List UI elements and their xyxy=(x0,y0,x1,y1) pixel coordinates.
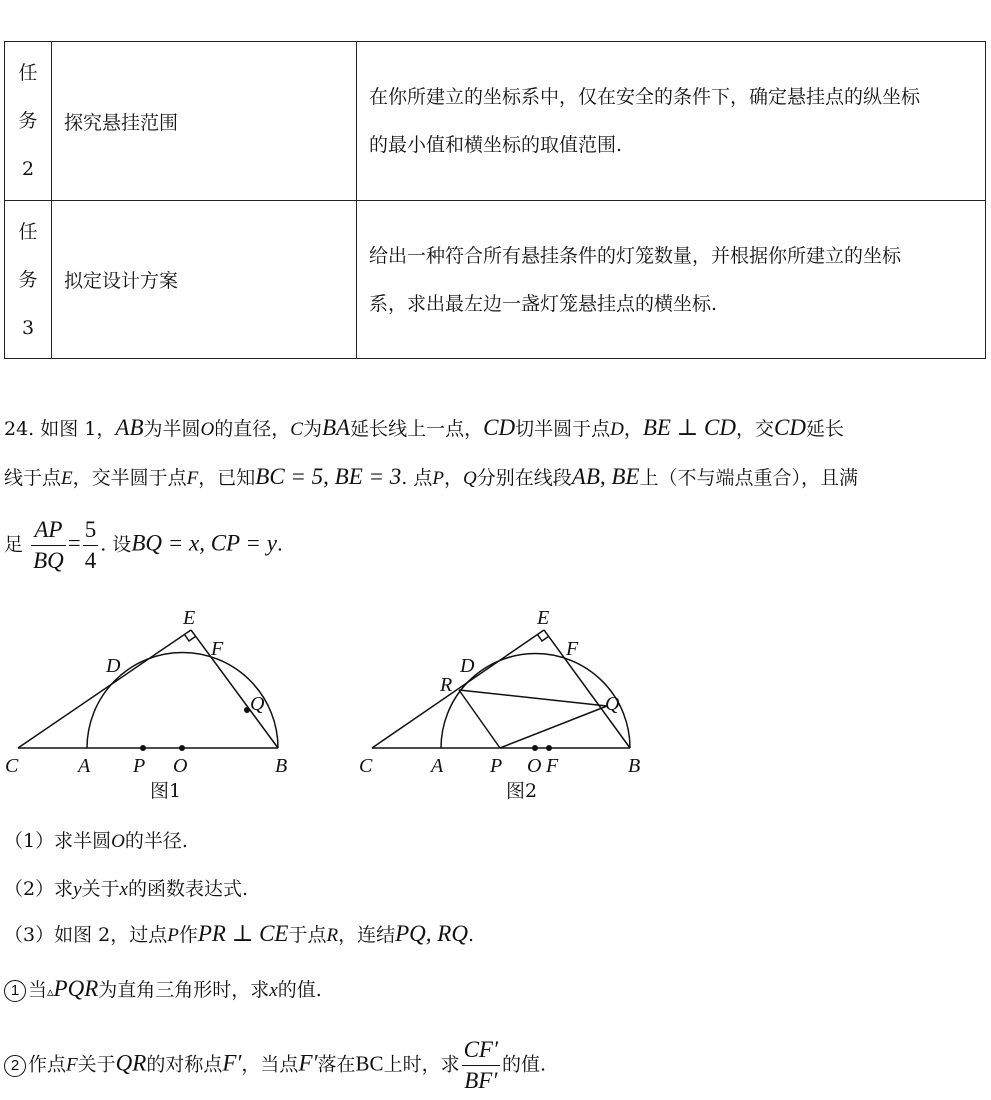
label-b: B xyxy=(275,755,288,777)
label-d: D xyxy=(106,655,121,677)
label-b: B xyxy=(628,755,641,777)
circled-marker: 2 xyxy=(4,1055,26,1077)
task-table xyxy=(4,41,986,359)
triangle-icon: ▵ xyxy=(47,985,54,1000)
task-description: 给出一种符合所有悬挂条件的灯笼数量，并根据你所建立的坐标 系，求出最左边一盏灯笼悬挂点的横坐标. xyxy=(357,201,986,359)
figure-caption: 图2 xyxy=(506,780,538,802)
line-ce xyxy=(372,630,544,748)
figure-2 xyxy=(359,607,640,802)
problem-line-1: 24. 如图 1，AB为半圆O的直径，C为BA延长线上一点，CD切半圆于点D，BE ⊥ CD，交CD延长 xyxy=(4,415,844,440)
label-c: C xyxy=(5,755,19,777)
question-3: （3）如图 2，过点P作PR ⊥ CE于点R，连结PQ, RQ. xyxy=(4,921,474,946)
problem-line-3: 足 $\frac{AP}{BQ}$ = $\frac{5}{4}$ . 设BQ = x, CP = y. xyxy=(4,515,283,576)
right-angle-mark xyxy=(538,635,549,642)
geometry-figures xyxy=(0,600,991,810)
task-label: 任 务 2 xyxy=(5,42,52,201)
fraction-five-fourths: $\frac{5}{4}$ xyxy=(84,517,97,573)
label-f: F xyxy=(566,638,579,660)
label-c: C xyxy=(359,755,373,777)
right-angle-mark xyxy=(185,635,196,642)
task-row xyxy=(5,42,986,201)
label-q: Q xyxy=(605,693,620,715)
label-d: D xyxy=(460,655,475,677)
label-f: F xyxy=(211,638,224,660)
fraction-cf-bf: $\frac{CF'}{BF'}$ xyxy=(463,1037,498,1093)
point-f-prime xyxy=(546,745,552,751)
figure-1 xyxy=(5,607,287,802)
label-f-prime: F xyxy=(546,755,559,777)
circled-marker: 1 xyxy=(4,980,26,1002)
label-o: O xyxy=(527,755,542,777)
label-a: A xyxy=(431,755,444,777)
question-1: （1）求半圆O的半径. xyxy=(4,830,188,852)
point-o xyxy=(532,745,538,751)
line-pq xyxy=(500,706,607,748)
line-rq xyxy=(459,690,607,706)
fraction-ap-bq: $\frac{AP}{BQ}$ xyxy=(33,517,64,573)
task-row xyxy=(5,201,986,359)
question-2: （2）求y关于x的函数表达式. xyxy=(4,878,249,900)
line-pr xyxy=(459,690,500,748)
task-description: 在你所建立的坐标系中，仅在安全的条件下，确定悬挂点的纵坐标 的最小值和横坐标的取值范围. xyxy=(357,42,986,201)
label-o: O xyxy=(173,755,188,777)
label-p: P xyxy=(490,755,503,777)
label-e: E xyxy=(183,607,196,629)
question-3-part-1: 1 当▵PQR为直角三角形时，求x的值. xyxy=(4,975,322,1002)
problem-line-2: 线于点E，交半圆于点F，已知BC = 5, BE = 3. 点P，Q分别在线段AB, BE上（不与端点重合），且满 xyxy=(4,464,858,489)
task-name: 探究悬挂范围 xyxy=(52,42,357,201)
point-p xyxy=(140,745,146,751)
line-eb xyxy=(191,630,278,748)
label-q: Q xyxy=(250,693,265,715)
task-label: 任 务 3 xyxy=(5,201,52,359)
figure-caption: 图1 xyxy=(150,780,182,802)
label-e: E xyxy=(537,607,550,629)
label-r: R xyxy=(440,674,453,696)
question-3-part-2: 2 作点F关于QR的对称点F′，当点F′落在BC上时，求 $\frac{CF'}{BF'}$ 的值. xyxy=(4,1035,546,1096)
point-o xyxy=(179,745,185,751)
label-a: A xyxy=(78,755,91,777)
line-ce xyxy=(18,630,191,748)
line-eb xyxy=(544,630,630,748)
task-name: 拟定设计方案 xyxy=(52,201,357,359)
label-p: P xyxy=(133,755,146,777)
